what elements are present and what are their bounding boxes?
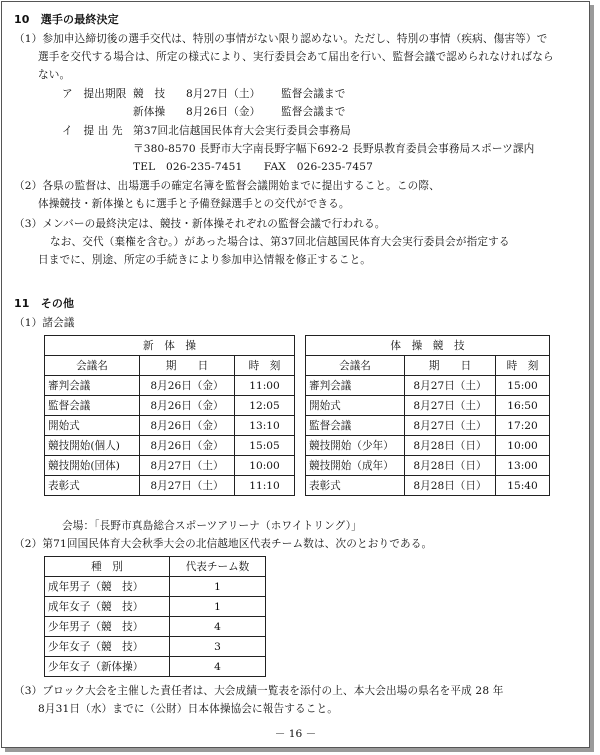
table-row: [45, 657, 266, 677]
table-row: [306, 396, 550, 416]
team-count: 3: [170, 637, 266, 657]
meeting-name: 表彰式: [45, 476, 140, 496]
team-category: 少年女子（競 技）: [45, 637, 170, 657]
s10-item2-line2: 体操競技・新体操ともに選手と予備登録選手との交代ができる。: [38, 198, 350, 210]
deadline-event-1: 競 技: [133, 88, 166, 100]
meeting-time: 11:10: [235, 476, 295, 496]
meeting-name: 競技開始（成年）: [306, 456, 405, 476]
deadline-date-2: 8月26日（金）: [186, 106, 261, 118]
table-row: [45, 476, 295, 496]
page-number: － 16 －: [274, 728, 317, 740]
meeting-name: 競技開始(個人): [45, 436, 140, 456]
s10-item3-line2: なお、交代（棄権を含む。）があった場合は、第37回北信越国民体育大会実行委員会が指定する: [50, 236, 510, 248]
sub1-label: （1）諸会議: [14, 317, 75, 329]
meeting-date: 8月27日（土）: [140, 476, 235, 496]
meeting-date: 8月27日（土）: [140, 456, 235, 476]
table-row: [306, 376, 550, 396]
venue-note: 会場：「長野市真島総合スポーツアリーナ（ホワイトリング）」: [62, 520, 362, 532]
meeting-name: 開始式: [306, 396, 405, 416]
s10-item1-line2: 選手を交代する場合は、所定の様式により、実行委員会あて届出を行い、監督会議で認められなければなら: [38, 51, 554, 63]
table-row: [45, 577, 266, 597]
meeting-date: 8月28日（日）: [405, 476, 496, 496]
meeting-date: 8月27日（土）: [405, 376, 496, 396]
meeting-name: 競技開始(団体): [45, 456, 140, 476]
s10-item1-line3: ない。: [38, 69, 71, 81]
meeting-date: 8月26日（金）: [140, 396, 235, 416]
deadline-label: ア 提出期限: [62, 88, 127, 100]
table-row: [45, 376, 295, 396]
table-row: [45, 617, 266, 637]
team-category: 成年男子（競 技）: [45, 577, 170, 597]
meeting-name: 審判会議: [45, 376, 140, 396]
col-header-count: 代表チーム数: [170, 557, 266, 577]
meeting-date: 8月26日（金）: [140, 416, 235, 436]
meeting-name: 監督会議: [306, 416, 405, 436]
meeting-time: 10:00: [496, 436, 550, 456]
artistic-meetings-table: [305, 335, 550, 496]
meeting-time: 11:00: [235, 376, 295, 396]
destination-line-1: 第37回北信越国民体育大会実行委員会事務局: [133, 125, 351, 137]
meeting-date: 8月27日（土）: [405, 396, 496, 416]
col-header-date: 期 日: [405, 356, 496, 376]
meeting-time: 12:05: [235, 396, 295, 416]
meeting-date: 8月26日（金）: [140, 436, 235, 456]
team-category: 成年女子（競 技）: [45, 597, 170, 617]
table-row: [306, 336, 550, 356]
deadline-date-1: 8月27日（土）: [186, 88, 261, 100]
table-row: [45, 416, 295, 436]
table-row: [45, 597, 266, 617]
destination-line-3: TEL 026-235-7451 FAX 026-235-7457: [133, 161, 374, 173]
team-count: 4: [170, 657, 266, 677]
col-header-date: 期 日: [140, 356, 235, 376]
deadline-note-1: 監督会議まで: [281, 88, 346, 100]
s10-item3-line1: （3）メンバーの最終決定は、競技・新体操それぞれの監督会議で行われる。: [14, 218, 386, 230]
meeting-date: 8月27日（土）: [405, 416, 496, 436]
team-category: 少年男子（競 技）: [45, 617, 170, 637]
col-header-time: 時 刻: [496, 356, 550, 376]
meeting-time: 15:05: [235, 436, 295, 456]
deadline-note-2: 監督会議まで: [281, 106, 346, 118]
table-row: [45, 637, 266, 657]
rhythmic-meetings-table: [44, 335, 295, 496]
meeting-time: 15:00: [496, 376, 550, 396]
meeting-time: 10:00: [235, 456, 295, 476]
meeting-name: 監督会議: [45, 396, 140, 416]
meeting-date: 8月28日（日）: [405, 436, 496, 456]
team-count-table: [44, 556, 266, 677]
s10-item2-line1: （2）各県の監督は、出場選手の確定名簿を監督会議開始までに提出すること。この際、: [14, 180, 440, 192]
document-page: [1, 1, 590, 748]
table-row: [45, 396, 295, 416]
team-count: 4: [170, 617, 266, 637]
table-row: [45, 557, 266, 577]
rhythmic-title: 新 体 操: [45, 336, 295, 356]
table-row: [45, 336, 295, 356]
meeting-date: 8月26日（金）: [140, 376, 235, 396]
meeting-date: 8月28日（日）: [405, 456, 496, 476]
meeting-name: 競技開始（少年）: [306, 436, 405, 456]
meeting-name: 開始式: [45, 416, 140, 436]
deadline-event-2: 新体操: [133, 106, 166, 118]
destination-line-2: 〒380-8570 長野市大字南長野字幅下692-2 長野県教育委員会事務局スポーツ課内: [133, 143, 535, 155]
table-row: [45, 456, 295, 476]
meeting-time: 17:20: [496, 416, 550, 436]
col-header-name: 会議名: [306, 356, 405, 376]
table-row: [45, 436, 295, 456]
team-count: 1: [170, 597, 266, 617]
table-row: [45, 356, 295, 376]
meeting-name: 審判会議: [306, 376, 405, 396]
col-header-time: 時 刻: [235, 356, 295, 376]
meeting-time: 16:50: [496, 396, 550, 416]
meeting-time: 13:10: [235, 416, 295, 436]
table-row: [306, 436, 550, 456]
s10-item3-line3: 日までに、別途、所定の手続きにより参加申込情報を修正すること。: [38, 254, 372, 266]
sub2-label: （2）第71回国民体育大会秋季大会の北信越地区代表チーム数は、次のとおりである。: [14, 538, 433, 550]
section-11-heading: 11 その他: [14, 297, 75, 310]
meeting-time: 15:40: [496, 476, 550, 496]
table-row: [306, 456, 550, 476]
sub3-line1: （3）ブロック大会を主催した責任者は、大会成績一覧表を添付の上、本大会出場の県名を平成 28 年: [14, 685, 504, 697]
artistic-title: 体 操 競 技: [306, 336, 550, 356]
table-row: [306, 356, 550, 376]
team-count: 1: [170, 577, 266, 597]
col-header-name: 会議名: [45, 356, 140, 376]
section-10-heading: 10 選手の最終決定: [14, 13, 119, 26]
table-row: [306, 416, 550, 436]
team-category: 少年女子（新体操）: [45, 657, 170, 677]
meeting-time: 13:00: [496, 456, 550, 476]
s10-item1-line1: （1）参加申込締切後の選手交代は、特別の事情がない限り認めない。ただし、特別の事情（疾病、傷害等）で: [14, 33, 548, 45]
col-header-category: 種 別: [45, 557, 170, 577]
meeting-name: 表彰式: [306, 476, 405, 496]
table-row: [306, 476, 550, 496]
sub3-line2: 8月31日（水）までに（公財）日本体操協会に報告すること。: [38, 703, 339, 715]
destination-label: イ 提 出 先: [62, 125, 123, 137]
